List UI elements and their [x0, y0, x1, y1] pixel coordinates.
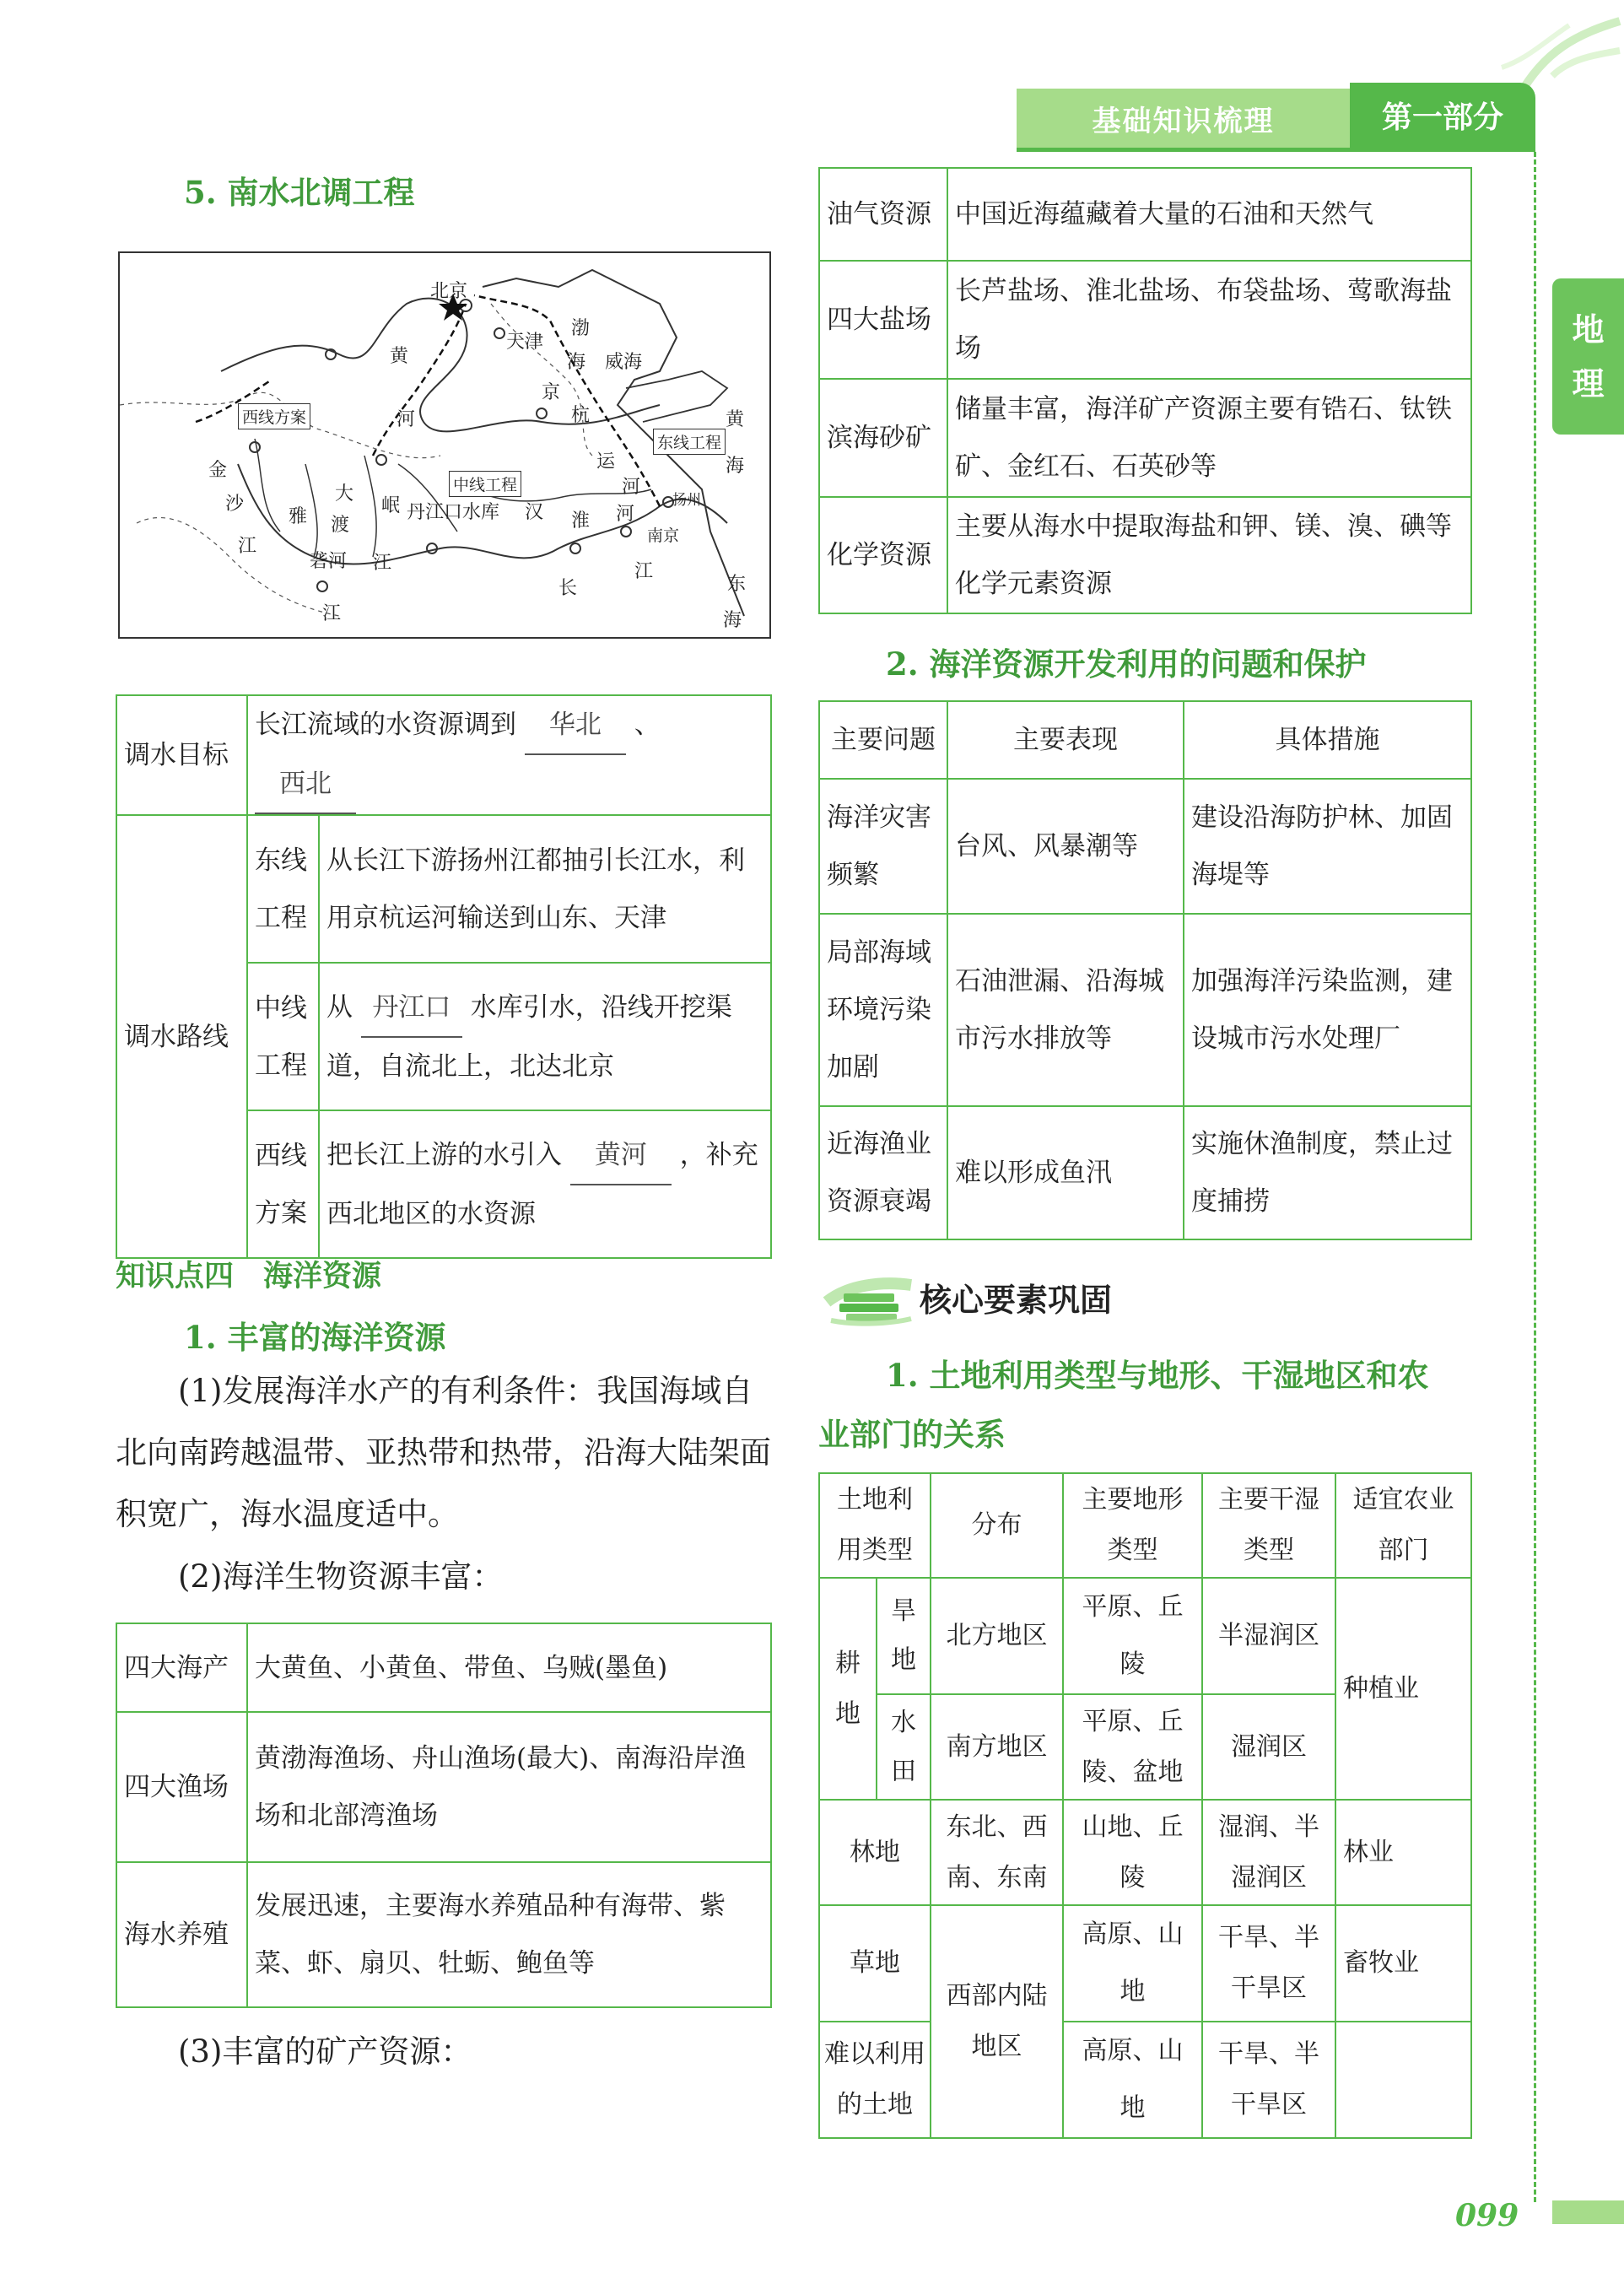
map-label-weihai: 威海 [605, 352, 643, 373]
sub-3-title-line-2: 业部门的关系 [818, 1416, 1006, 1453]
map-box-west-route: 西线方案 [238, 403, 310, 429]
west-route-blank: 黄河 [570, 1126, 672, 1185]
land-header-type: 土地利用类型 [819, 1473, 931, 1578]
land-forest-dist: 东北、西南、东南 [931, 1800, 1063, 1905]
map-label-dong: 东 [727, 574, 747, 595]
mineral-text-1: 中国近海蕴藏着大量的石油和天然气 [947, 168, 1471, 261]
land-use-table [818, 1472, 1472, 2139]
east-route-label: 东线工程 [247, 815, 319, 963]
ocean-problem-table [818, 700, 1472, 1240]
map-label-bo: 渤 [571, 318, 591, 339]
map-label-jiang-2: 江 [373, 553, 392, 574]
map-label-hang: 杭 [571, 405, 591, 426]
south-north-water-map [118, 251, 771, 639]
land-grass-sector: 畜牧业 [1335, 1905, 1471, 2022]
header-underline [1017, 148, 1535, 152]
page-number: 099 [1455, 2198, 1519, 2233]
map-label-yangzhou: 扬州 [672, 492, 701, 509]
map-label-huang-sea-1: 黄 [726, 409, 745, 430]
land-forest: 林地 [819, 1800, 931, 1905]
land-forest-terrain: 山地、丘陵 [1063, 1800, 1202, 1905]
section-5-title: 5. 南水北调工程 [184, 174, 415, 211]
side-tab-char-1: 地 [1572, 310, 1605, 348]
map-label-yun: 运 [596, 451, 616, 472]
mineral-label-3: 滨海砂矿 [819, 379, 947, 497]
knowledge-point-4-title: 知识点四 海洋资源 [116, 1260, 382, 1293]
bio-resource-table [116, 1623, 772, 2008]
middle-route-label: 中线工程 [247, 963, 319, 1110]
land-grass-terrain: 高原、山地 [1063, 1905, 1202, 2022]
map-label-jing: 京 [542, 382, 561, 403]
map-label-ya: 雅 [289, 506, 308, 527]
land-header-moisture: 主要干湿类型 [1202, 1473, 1335, 1578]
problem-row-1-measure: 建设沿海防护林、加固海堤等 [1184, 779, 1471, 914]
bio-label-1: 四大海产 [116, 1623, 247, 1712]
land-grass-moisture: 干旱、半干旱区 [1202, 1905, 1335, 2022]
land-handi-terrain: 平原、丘陵 [1063, 1578, 1202, 1694]
goal-separator: 、 [634, 710, 661, 740]
map-label-he: 河 [622, 477, 641, 498]
header-part-label: 第一部分 [1350, 83, 1535, 148]
land-handi-dist: 北方地区 [931, 1578, 1063, 1694]
map-label-jin: 金 [208, 460, 228, 481]
problem-header-1: 主要问题 [819, 701, 947, 779]
books-icon [823, 1268, 915, 1327]
map-label-huang-river-2: 河 [397, 409, 416, 430]
land-shuitian-terrain: 平原、丘陵、盆地 [1063, 1694, 1202, 1800]
land-west-dist: 西部内陆地区 [931, 1905, 1063, 2138]
bio-text-1: 大黄鱼、小黄鱼、带鱼、乌贼(墨鱼) [247, 1623, 771, 1712]
problem-row-2-measure: 加强海洋污染监测，建设城市污水处理厂 [1184, 914, 1471, 1106]
map-label-da: 大 [335, 483, 354, 505]
map-label-bohai-hai: 海 [567, 352, 586, 373]
water-diversion-table [116, 694, 772, 1259]
sub-3-title-line-1: 1. 土地利用类型与地形、干湿地区和农 [886, 1357, 1429, 1394]
map-label-nanjing: 南京 [647, 526, 680, 545]
map-label-beijing: 北京 [430, 281, 468, 302]
land-shuitian-moisture: 湿润区 [1202, 1694, 1335, 1800]
problem-row-3-measure: 实施休渔制度，禁止过度捕捞 [1184, 1106, 1471, 1239]
west-route-label: 西线方案 [247, 1110, 319, 1258]
mineral-text-3: 储量丰富，海洋矿产资源主要有锆石、钛铁矿、金红石、石英砂等 [947, 379, 1471, 497]
map-label-tianjin: 天津 [506, 332, 544, 353]
land-hard-terrain: 高原、山地 [1063, 2022, 1202, 2138]
problem-row-3-sign: 难以形成鱼汛 [947, 1106, 1184, 1239]
mineral-label-1: 油气资源 [819, 168, 947, 261]
map-label-jiang-1: 江 [238, 536, 257, 557]
map-label-he-2: 河 [616, 504, 635, 525]
subject-side-tab [1552, 278, 1624, 435]
bio-label-3: 海水养殖 [116, 1862, 247, 2007]
goal-cell [247, 695, 771, 815]
mineral-label-4: 化学资源 [819, 497, 947, 613]
middle-route-blank: 丹江口 [361, 979, 462, 1038]
middle-route-post: 水库引水，沿线开挖渠道，自流北上，北达北京 [326, 991, 732, 1082]
west-route-post: ，补充西北地区的水资源 [326, 1139, 758, 1229]
margin-dashed-line [1534, 152, 1536, 2202]
east-route-text: 从长江下游扬州江都抽引长江水，利用京杭运河输送到山东、天津 [319, 815, 771, 963]
land-shuitian: 水田 [877, 1694, 931, 1800]
map-box-middle-route: 中线工程 [449, 471, 521, 497]
mineral-text-4: 主要从海水中提取海盐和钾、镁、溴、碘等化学元素资源 [947, 497, 1471, 613]
bio-label-2: 四大渔场 [116, 1712, 247, 1862]
core-elements-title: 核心要素巩固 [920, 1282, 1113, 1319]
land-handi-moisture: 半湿润区 [1202, 1578, 1335, 1694]
west-route-cell [319, 1110, 771, 1258]
side-tab-char-2: 理 [1572, 364, 1605, 402]
mineral-text-2: 长芦盐场、淮北盐场、布袋盐场、莺歌海盐场 [947, 261, 1471, 379]
map-label-du: 渡 [331, 515, 350, 536]
problem-row-2-issue: 局部海域环境污染加剧 [819, 914, 947, 1106]
problem-row-2-sign: 石油泄漏、沿海城市污水排放等 [947, 914, 1184, 1106]
land-header-dist: 分布 [931, 1473, 1063, 1578]
problem-row-3-issue: 近海渔业资源衰竭 [819, 1106, 947, 1239]
land-grass: 草地 [819, 1905, 931, 2022]
land-handi: 旱地 [877, 1578, 931, 1694]
problem-row-1-issue: 海洋灾害频繁 [819, 779, 947, 914]
land-hard-sector [1335, 2022, 1471, 2138]
map-label-jiang-4: 江 [634, 561, 654, 582]
mineral-resource-table [818, 167, 1472, 614]
bio-text-3: 发展迅速，主要海水养殖品种有海带、紫菜、虾、扇贝、牡蛎、鲍鱼等 [247, 1862, 771, 2007]
map-label-han: 汉 [525, 502, 544, 523]
problem-header-3: 具体措施 [1184, 701, 1471, 779]
land-hard-moisture: 干旱、半干旱区 [1202, 2022, 1335, 2138]
route-label: 调水路线 [116, 815, 247, 1258]
land-header-sector: 适宜农业部门 [1335, 1473, 1471, 1578]
map-label-sha: 沙 [225, 494, 245, 515]
land-header-terrain: 主要地形类型 [1063, 1473, 1202, 1578]
paragraph-2: (2)海洋生物资源丰富： [178, 1558, 504, 1595]
page-number-bar [1552, 2200, 1624, 2224]
map-box-east-route: 东线工程 [653, 429, 726, 455]
mineral-label-2: 四大盐场 [819, 261, 947, 379]
header-section-label: 基础知识梳理 [1017, 89, 1350, 148]
land-hard: 难以利用的土地 [819, 2022, 931, 2138]
map-label-jiang-3: 江 [322, 603, 342, 624]
map-label-huang-river-1: 黄 [390, 346, 409, 367]
land-gengdi: 耕地 [819, 1578, 877, 1800]
land-forest-sector: 林业 [1335, 1800, 1471, 1905]
map-label-huai: 淮 [571, 510, 591, 532]
map-label-danjiangkou: 丹江口水库 [407, 502, 500, 523]
map-label-chang: 长 [558, 578, 578, 599]
land-gengdi-sector: 种植业 [1335, 1578, 1471, 1800]
map-label-donghai: 海 [723, 610, 742, 631]
problem-row-1-sign: 台风、风暴潮等 [947, 779, 1184, 914]
middle-route-cell [319, 963, 771, 1110]
problem-header-2: 主要表现 [947, 701, 1184, 779]
map-label-min: 岷 [381, 495, 401, 516]
goal-label: 调水目标 [116, 695, 247, 815]
paragraph-3: (3)丰富的矿产资源： [178, 2033, 472, 2070]
paragraph-1: (1)发展海洋水产的有利条件：我国海域自北向南跨越温带、亚热带和热带，沿海大陆架面积宽广，海水温度适中。 [116, 1373, 771, 1532]
goal-blank-1: 华北 [525, 696, 626, 755]
sub-2-title: 2. 海洋资源开发利用的问题和保护 [886, 645, 1367, 683]
goal-blank-2: 西北 [255, 755, 356, 814]
bio-text-2: 黄渤海渔场、舟山渔场(最大)、南海沿岸渔场和北部湾渔场 [247, 1712, 771, 1862]
land-forest-moisture: 湿润、半湿润区 [1202, 1800, 1335, 1905]
map-label-huang-sea-2: 海 [726, 456, 745, 477]
goal-text: 长江流域的水资源调到 [255, 710, 516, 740]
land-shuitian-dist: 南方地区 [931, 1694, 1063, 1800]
middle-route-pre: 从 [326, 991, 353, 1023]
west-route-pre: 把长江上游的水引入 [326, 1139, 562, 1170]
map-label-longhe: 砻河 [310, 551, 348, 572]
sub-1-title: 1. 丰富的海洋资源 [184, 1319, 446, 1356]
